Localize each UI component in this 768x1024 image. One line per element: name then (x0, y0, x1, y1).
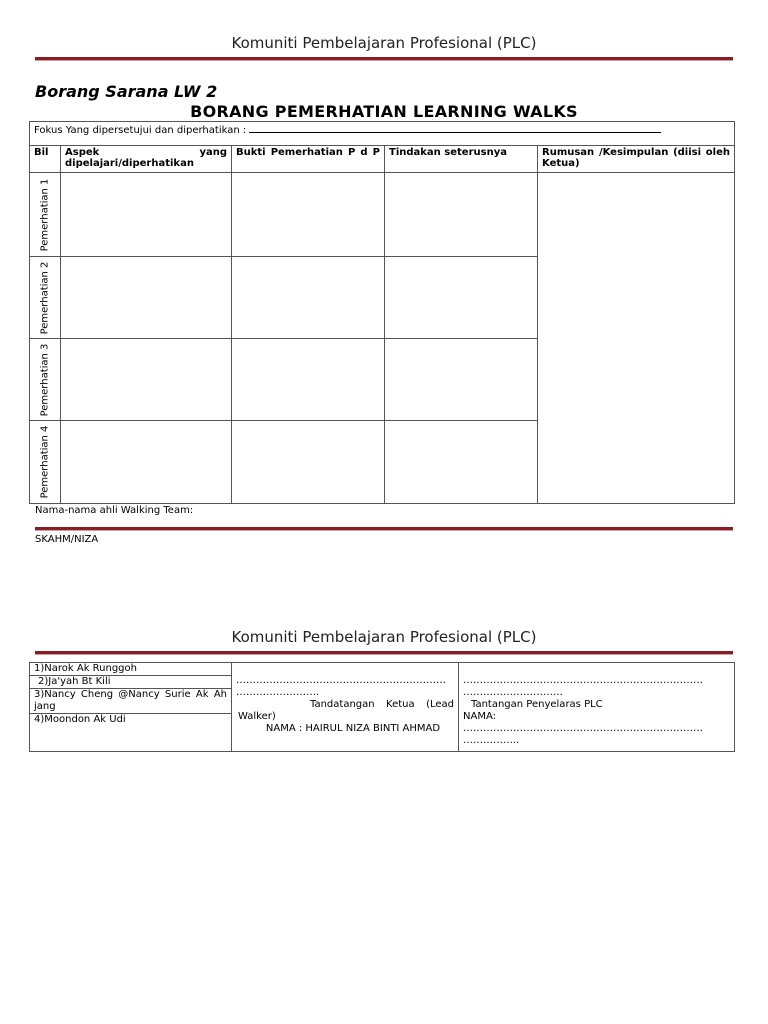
member-2: 2)Ja'yah Bt Kili (30, 676, 231, 689)
focus-label: Fokus Yang dipersetujui dan diperhatikan : (34, 125, 247, 136)
cell-bukti-4[interactable] (232, 421, 385, 504)
cell-aspek-2[interactable] (61, 257, 232, 339)
row-label-2: Pemerhatian 2 (30, 257, 61, 339)
cell-aspek-4[interactable] (61, 421, 232, 504)
cell-bukti-1[interactable] (232, 173, 385, 257)
sig-ketua-cell[interactable] (232, 663, 459, 752)
member-4: 4)Moondon Ak Udi (34, 714, 126, 725)
cell-aspek-1[interactable] (61, 173, 232, 257)
sig-ketua-label: Tandatangan Ketua (Lead Walker) (238, 699, 454, 722)
sig-penyelaras-dots-4: …………….. (463, 735, 520, 746)
members-cell (30, 663, 232, 752)
sig-penyelaras-dots-2: ………………………… (463, 687, 563, 698)
focus-row (30, 122, 735, 146)
sig-ketua-name: NAMA : HAIRUL NIZA BINTI AHMAD (265, 723, 441, 734)
sig-penyelaras-cell[interactable] (459, 663, 735, 752)
signature-table (29, 662, 735, 752)
member-3: 3)Nancy Cheng @Nancy Surie Ak Ah jang (30, 689, 231, 714)
sig-penyelaras-dots: ……………………………………………………………… (463, 675, 703, 686)
page1-header: Komuniti Pembelajaran Profesional (PLC) (231, 34, 537, 52)
sig-penyelaras-label: Tantangan Penyelaras PLC (471, 699, 603, 710)
cell-tindakan-3[interactable] (385, 339, 538, 421)
cell-tindakan-1[interactable] (385, 173, 538, 257)
sig-penyelaras-name-label: NAMA: (463, 711, 496, 722)
page2-header: Komuniti Pembelajaran Profesional (PLC) (231, 628, 537, 646)
page2-header-rule (35, 651, 733, 654)
form-code: Borang Sarana LW 2 (35, 82, 218, 101)
col-aspek: Aspek yang dipelajari/diperhatikan (61, 146, 232, 173)
cell-aspek-3[interactable] (61, 339, 232, 421)
team-label: Nama-nama ahli Walking Team: (35, 505, 194, 516)
sig-ketua-dots-2: ……………………. (236, 687, 320, 698)
cell-tindakan-2[interactable] (385, 257, 538, 339)
row-label-4: Pemerhatian 4 (30, 421, 61, 504)
observation-table (29, 121, 735, 504)
col-bil: Bil (30, 146, 61, 173)
col-bukti: Bukti Pemerhatian P d P (232, 146, 385, 173)
cell-rumusan[interactable] (538, 173, 735, 504)
focus-line[interactable] (249, 123, 661, 133)
col-rumusan: Rumusan /Kesimpulan (diisi oleh Ketua) (538, 146, 735, 173)
header-rule (35, 57, 733, 60)
member-1: 1)Narok Ak Runggoh (30, 663, 231, 676)
footer-code: SKAHM/NIZA (35, 534, 99, 545)
footer-rule (35, 527, 733, 530)
col-tindakan: Tindakan seterusnya (385, 146, 538, 173)
form-title: BORANG PEMERHATIAN LEARNING WALKS (190, 102, 578, 121)
sig-ketua-dots: ……………………………………………………… (236, 675, 446, 686)
sig-penyelaras-dots-3: ……………………………………………………………… (463, 723, 703, 734)
cell-bukti-3[interactable] (232, 339, 385, 421)
row-label-1: Pemerhatian 1 (30, 173, 61, 257)
row-label-3: Pemerhatian 3 (30, 339, 61, 421)
cell-tindakan-4[interactable] (385, 421, 538, 504)
cell-bukti-2[interactable] (232, 257, 385, 339)
